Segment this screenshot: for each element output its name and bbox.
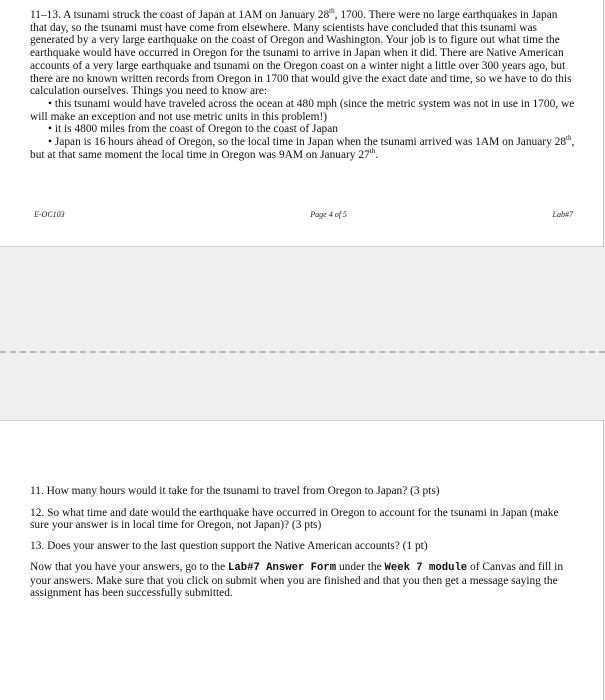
footer-lab-label: Lab#7 [552, 210, 573, 219]
page-break-gap [0, 246, 605, 421]
footer-course-code: E-OC103 [34, 210, 65, 219]
intro-text-1: 11–13. A tsunami struck the coast of Japan at 1AM on January 28 [30, 9, 330, 21]
intro-text-2: , 1700. There were no large earthquakes in Japan that day, so the tsunami must have come from elsewhere. Many scientists have concluded that this tsunami was generated by a very large earthquake on the coast of Oregon and Washington. Your job is to figure out what time the earthquake would have occurred in Oregon for the tsunami to arrive in Japan when it did. There are Native American accounts of a very large earthquake and tsunami on the Oregon coast on a winter night a little over 300 years ago, but there are no known written records from Oregon in 1700 that would give the exact date and time, so we have to do this calculation ourselves. Things you need to know are: [30, 9, 572, 98]
week-7-module-link[interactable]: Week 7 module [384, 561, 468, 574]
page-5-top [0, 421, 604, 700]
instructions-text-2: under the [336, 560, 385, 573]
instructions-text-1: Now that you have your answers, go to the [30, 560, 229, 573]
timezone-text-1: • Japan is 16 hours ahead of Oregon, so the local time in Japan when the tsunami arrived was 1AM on January 28 [48, 136, 567, 149]
page-footer [34, 210, 573, 219]
ordinal-th: th [329, 7, 335, 16]
answer-form-link[interactable]: Lab#7 Answer Form [228, 561, 337, 574]
timezone-text-2: , but at that same moment the local time in Oregon was 9AM on January 27 [30, 136, 575, 161]
ordinal-th: th [369, 146, 376, 155]
submission-instructions [30, 561, 573, 600]
ordinal-th: th [566, 134, 572, 143]
question-11: 11. How many hours would it take for the tsunami to travel from Oregon to Japan? (3 pts) [30, 485, 440, 497]
question-13: 13. Does your answer to the last question support the Native American accounts? (1 pt) [30, 540, 428, 553]
bullet-speed: • this tsunami would have traveled across the ocean at 480 mph (since the metric system was not in use in 1700, we will make an exception and not use metric units in this problem!) [30, 97, 575, 123]
bullet-distance: • it is 4800 miles from the coast of Oregon to the coast of Japan [48, 123, 338, 136]
question-12: 12. So what time and date would the earthquake have occurred in Oregon to account for the tsunami in Japan (make sure your answer is in local time for Oregon, not Japan)? (3 pts) [30, 506, 559, 532]
page-4-top [0, 0, 604, 246]
page-break-dashed-line [0, 351, 605, 353]
timezone-text-3: . [375, 148, 379, 161]
instructions-text-3: of Canvas and fill in your answers. Make sure that you click on submit when you are finished and that you then get a message saying the assignment has been successfully submitted. [30, 560, 564, 600]
footer-page-number: Page 4 of 5 [310, 210, 347, 219]
problem-intro [30, 9, 575, 98]
bullet-timezone [30, 136, 575, 161]
